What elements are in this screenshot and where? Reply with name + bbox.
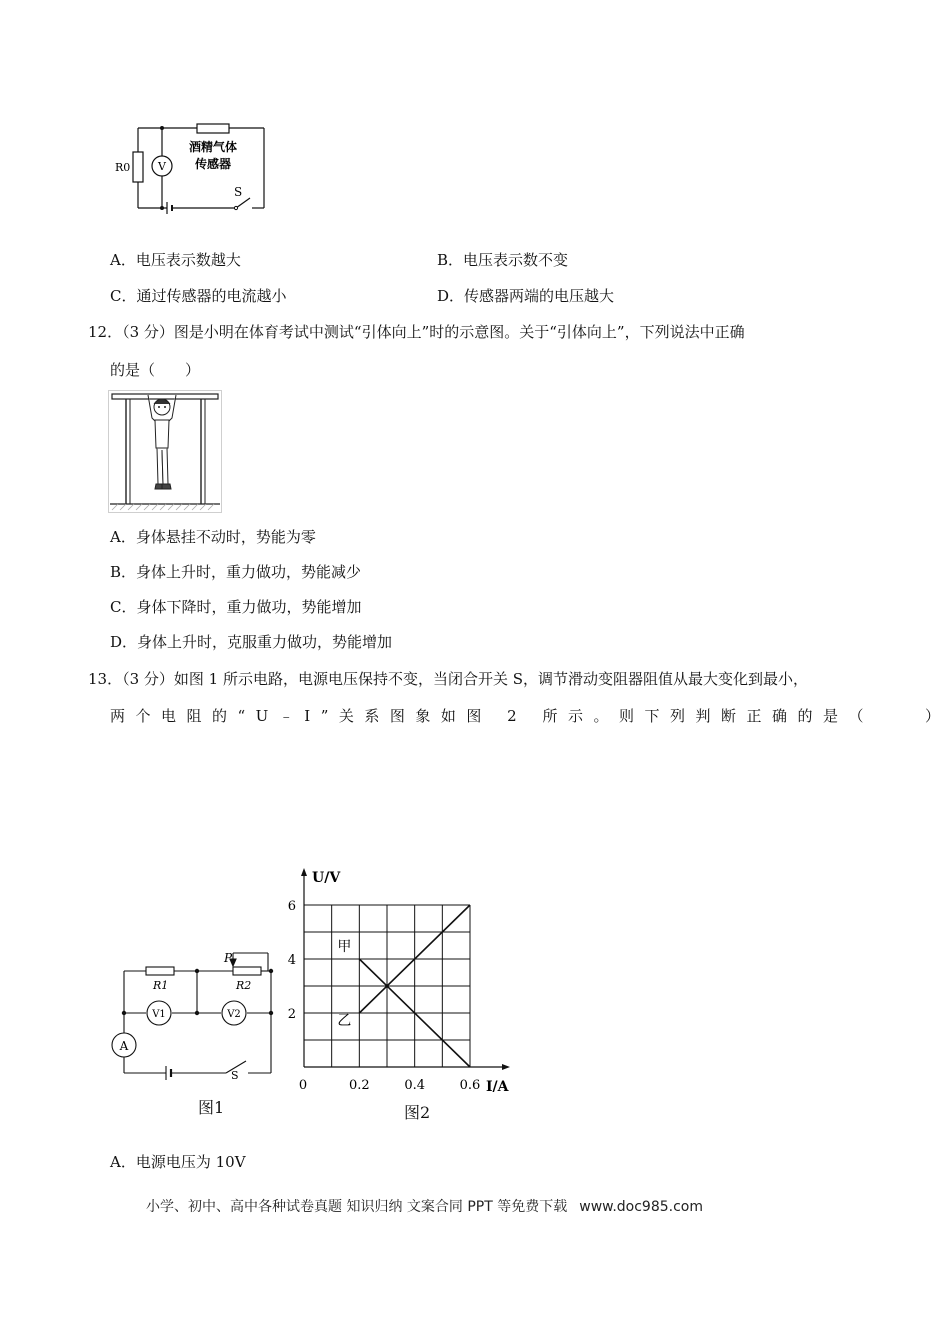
x-tick-label: 0 xyxy=(298,1078,308,1093)
q12-option-a: A．身体悬挂不动时，势能为零 xyxy=(110,528,316,546)
switch-label: S xyxy=(234,185,243,199)
y-tick-label: 4 xyxy=(287,953,296,968)
x-axis-arrow xyxy=(502,1064,510,1070)
y-tick-label: 2 xyxy=(287,1007,296,1022)
x-tick-label: 0.6 xyxy=(459,1078,481,1093)
voltmeter-label: V xyxy=(158,160,166,173)
figure-1-circuit xyxy=(108,945,283,1080)
q12-option-b: B．身体上升时，重力做功，势能减少 xyxy=(110,563,362,581)
x-tick-label: 0.2 xyxy=(348,1078,370,1093)
slider-p-label: P xyxy=(224,951,233,965)
footer-text xyxy=(146,1196,703,1216)
footer-url[interactable]: www.doc985.com xyxy=(579,1199,703,1215)
v1-label: V1 xyxy=(152,1009,166,1020)
q13-option-a: A．电源电压为 10V xyxy=(110,1153,246,1171)
series-label-jia: 甲 xyxy=(337,939,352,955)
v2-label: V2 xyxy=(227,1009,241,1020)
series-label-yi: 乙 xyxy=(337,1013,352,1029)
q11-option-d: D．传感器两端的电压越大 xyxy=(437,287,615,305)
figure-2-caption: 图2 xyxy=(404,1103,431,1122)
x-tick-label: 0.4 xyxy=(404,1078,426,1093)
q11-option-a: A．电压表示数越大 xyxy=(110,251,241,269)
y-axis-label: U/V xyxy=(312,870,341,886)
y-axis-arrow xyxy=(301,868,307,876)
sensor-label-line1: 酒精气体 xyxy=(188,140,238,154)
switch-s-label: S xyxy=(231,1069,239,1080)
x-axis-label: I/A xyxy=(486,1079,509,1095)
q11-option-c: C．通过传感器的电流越小 xyxy=(110,287,287,305)
r0-label: R0 xyxy=(115,161,131,174)
r2-label: R2 xyxy=(236,979,252,992)
figure-2-ui-chart xyxy=(280,860,520,1100)
sensor-label-line2: 传感器 xyxy=(194,157,232,171)
pull-up-figure xyxy=(108,390,223,514)
y-tick-label: 6 xyxy=(287,899,296,914)
q13-stem-line1: 13．（3 分）如图 1 所示电路，电源电压保持不变，当闭合开关 S，调节滑动变阻器阻值从最大变化到最小， xyxy=(88,670,809,688)
alcohol-sensor-circuit-figure xyxy=(112,120,272,220)
q13-stem-line2: 两个电阻的“U﹣I”关系图象如图 2 所示。则下列判断正确的是（ ） xyxy=(110,707,950,725)
q11-option-b: B．电压表示数不变 xyxy=(437,251,569,269)
q12-stem-line1: 12．（3 分）图是小明在体育考试中测试“引体向上”时的示意图。关于“引体向上”，下列说法中正确 xyxy=(88,323,745,341)
q12-option-d: D．身体上升时，克服重力做功，势能增加 xyxy=(110,633,393,651)
q12-option-c: C．身体下降时，重力做功，势能增加 xyxy=(110,598,362,616)
figure-1-caption: 图1 xyxy=(198,1098,225,1117)
footer-promo: 小学、初中、高中各种试卷真题 知识归纳 文案合同 PPT 等免费下载 xyxy=(146,1199,568,1215)
ammeter-label: A xyxy=(119,1039,129,1053)
r1-label: R1 xyxy=(153,979,169,992)
q12-stem-line2: 的是（ ） xyxy=(110,361,201,379)
